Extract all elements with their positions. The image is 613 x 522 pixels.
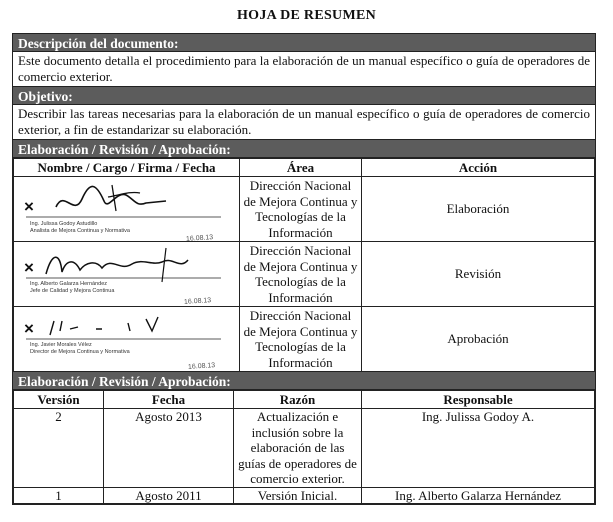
accion-cell: Elaboración <box>362 177 595 242</box>
area-cell: Dirección Nacional de Mejora Continua y Tecnologías de la Información <box>240 177 362 242</box>
signer-name: Ing. Alberto Galarza Hernández <box>30 281 108 287</box>
signature-block: × Ing. Javier Morales Vélez Director de Mejora Continua y Normativa 16.08.13 <box>16 307 236 371</box>
col-nombre: Nombre / Cargo / Firma / Fecha <box>14 159 240 177</box>
signer-cargo: Analista de Mejora Continua y Normativa <box>30 228 130 234</box>
versiones-header-row <box>14 391 595 409</box>
signature-cell <box>14 242 240 307</box>
aprobacion-header-row <box>14 159 595 177</box>
descripcion-section <box>12 33 596 88</box>
objetivo-section <box>12 86 596 141</box>
objetivo-text: Describir las tareas necesarias para la elaboración de un manual específico o guía de operadores de comercio exterior, a fin de estandarizar su elaboración. <box>18 106 590 137</box>
signature-date: 16.08.13 <box>183 297 212 306</box>
col-responsable: Responsable <box>362 391 595 409</box>
table-row <box>14 242 595 307</box>
fecha-cell: Agosto 2011 <box>104 487 234 504</box>
versiones-table <box>13 390 595 504</box>
razon-cell: Actualización e inclusión sobre la elaboración de las guías de operadores de comercio exterior. <box>234 409 362 488</box>
signature-cell <box>14 177 240 242</box>
col-razon: Razón <box>234 391 362 409</box>
fecha-cell: Agosto 2013 <box>104 409 234 488</box>
page-title: HOJA DE RESUMEN <box>236 8 377 23</box>
descripcion-header: Descripción del documento: <box>13 34 595 52</box>
version-cell: 1 <box>14 487 104 504</box>
signature-block: × Ing. Alberto Galarza Hernández Jefe de Calidad y Mejora Continua 16.08.13 <box>16 242 236 306</box>
signature-date: 16.08.13 <box>185 234 214 243</box>
signer-cargo: Jefe de Calidad y Mejora Continua <box>30 288 115 294</box>
objetivo-header: Objetivo: <box>13 87 595 105</box>
accion-cell: Aprobación <box>362 307 595 372</box>
col-area: Área <box>240 159 362 177</box>
responsable-cell: Ing. Alberto Galarza Hernández <box>362 487 595 504</box>
signature-cell <box>14 307 240 372</box>
version-cell: 2 <box>14 409 104 488</box>
signature-date: 16.08.13 <box>187 362 216 371</box>
col-accion: Acción <box>362 159 595 177</box>
aprobacion-table <box>13 158 595 372</box>
signer-cargo: Director de Mejora Continua y Normativa <box>30 349 130 355</box>
signer-name: Ing. Julissa Godoy Astudillo <box>30 221 98 227</box>
responsable-cell: Ing. Julissa Godoy A. <box>362 409 595 488</box>
versiones-header: Elaboración / Revisión / Aprobación: <box>13 372 595 390</box>
razon-cell: Versión Inicial. <box>234 487 362 504</box>
table-row <box>14 177 595 242</box>
table-row <box>14 409 595 488</box>
signature-block: × Ing. Julissa Godoy Astudillo Analista de Mejora Continua y Normativa 16.08.13 <box>16 177 236 241</box>
aprobacion-section <box>12 139 596 505</box>
area-cell: Dirección Nacional de Mejora Continua y Tecnologías de la Información <box>240 307 362 372</box>
area-cell: Dirección Nacional de Mejora Continua y Tecnologías de la Información <box>240 242 362 307</box>
aprobacion-header: Elaboración / Revisión / Aprobación: <box>13 140 595 158</box>
table-row <box>14 307 595 372</box>
descripcion-text: Este documento detalla el procedimiento para la elaboración de un manual específico o guía de operadores de comercio exterior. <box>18 53 590 84</box>
accion-cell: Revisión <box>362 242 595 307</box>
col-version: Versión <box>14 391 104 409</box>
table-row <box>14 487 595 504</box>
signer-name: Ing. Javier Morales Vélez <box>30 342 92 348</box>
col-fecha: Fecha <box>104 391 234 409</box>
